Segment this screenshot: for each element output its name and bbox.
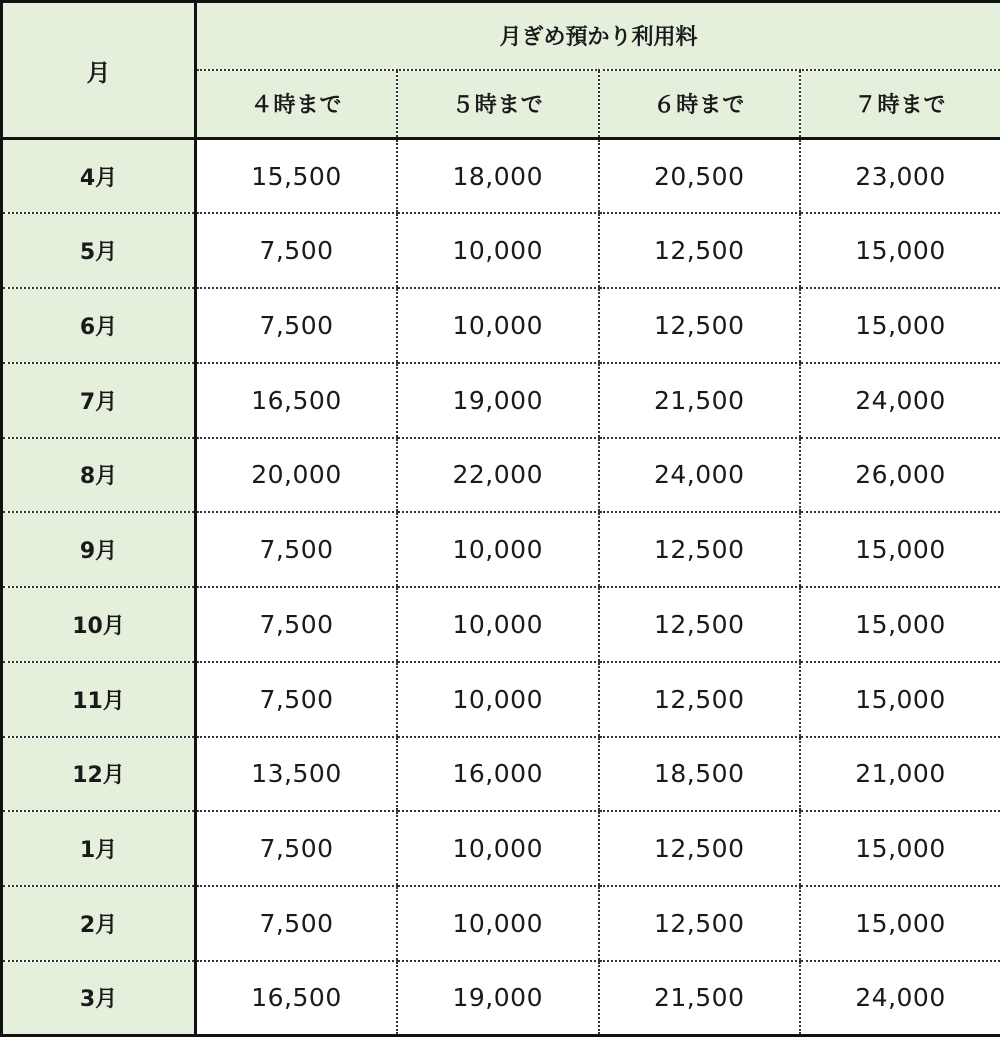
fee-cell: 19,000 — [397, 961, 599, 1036]
fee-cell: 7,500 — [196, 213, 398, 288]
fee-cell: 7,500 — [196, 886, 398, 961]
fee-cell: 12,500 — [599, 213, 801, 288]
table-row — [2, 811, 1000, 886]
table-row — [2, 737, 1000, 812]
column-header-until-7: ７時まで — [800, 70, 1000, 139]
month-cell: 12月 — [2, 737, 196, 812]
fee-cell: 16,000 — [397, 737, 599, 812]
fee-cell: 12,500 — [599, 288, 801, 363]
fee-cell: 10,000 — [397, 886, 599, 961]
fee-cell: 20,000 — [196, 438, 398, 513]
fee-cell: 10,000 — [397, 587, 599, 662]
table-row — [2, 662, 1000, 737]
month-cell: 2月 — [2, 886, 196, 961]
fee-cell: 21,500 — [599, 961, 801, 1036]
fee-table-title: 月ぎめ預かり利用料 — [196, 2, 1000, 70]
fee-cell: 15,000 — [800, 811, 1000, 886]
fee-cell: 21,000 — [800, 737, 1000, 812]
column-header-until-4: ４時まで — [196, 70, 398, 139]
fee-cell: 21,500 — [599, 363, 801, 438]
fee-cell: 10,000 — [397, 512, 599, 587]
table-row — [2, 886, 1000, 961]
month-cell: 5月 — [2, 213, 196, 288]
month-cell: 3月 — [2, 961, 196, 1036]
fee-cell: 10,000 — [397, 811, 599, 886]
fee-cell: 20,500 — [599, 139, 801, 214]
table-row — [2, 961, 1000, 1036]
month-cell: 11月 — [2, 662, 196, 737]
table-row — [2, 512, 1000, 587]
fee-cell: 26,000 — [800, 438, 1000, 513]
fee-cell: 10,000 — [397, 213, 599, 288]
fee-cell: 12,500 — [599, 587, 801, 662]
fee-cell: 18,000 — [397, 139, 599, 214]
fee-cell: 16,500 — [196, 363, 398, 438]
column-header-until-6: ６時まで — [599, 70, 801, 139]
fee-cell: 15,000 — [800, 587, 1000, 662]
fee-cell: 13,500 — [196, 737, 398, 812]
fee-cell: 24,000 — [800, 363, 1000, 438]
table-row — [2, 363, 1000, 438]
table-row — [2, 587, 1000, 662]
fee-cell: 7,500 — [196, 662, 398, 737]
fee-cell: 12,500 — [599, 886, 801, 961]
month-cell: 10月 — [2, 587, 196, 662]
fee-cell: 10,000 — [397, 662, 599, 737]
fee-cell: 7,500 — [196, 512, 398, 587]
month-cell: 8月 — [2, 438, 196, 513]
fee-cell: 15,000 — [800, 512, 1000, 587]
month-cell: 7月 — [2, 363, 196, 438]
fee-cell: 15,000 — [800, 288, 1000, 363]
fee-cell: 10,000 — [397, 288, 599, 363]
fee-cell: 12,500 — [599, 512, 801, 587]
fee-cell: 7,500 — [196, 811, 398, 886]
column-header-until-5: ５時まで — [397, 70, 599, 139]
fee-cell: 7,500 — [196, 288, 398, 363]
month-column-header: 月 — [2, 2, 196, 139]
fee-cell: 15,500 — [196, 139, 398, 214]
fee-cell: 24,000 — [599, 438, 801, 513]
fee-cell: 19,000 — [397, 363, 599, 438]
fee-cell: 24,000 — [800, 961, 1000, 1036]
fee-cell: 15,000 — [800, 213, 1000, 288]
table-row — [2, 288, 1000, 363]
fee-cell: 22,000 — [397, 438, 599, 513]
fee-cell: 16,500 — [196, 961, 398, 1036]
table-row — [2, 139, 1000, 214]
fee-cell: 7,500 — [196, 587, 398, 662]
table-row — [2, 213, 1000, 288]
fee-cell: 15,000 — [800, 886, 1000, 961]
fee-cell: 12,500 — [599, 662, 801, 737]
table-row — [2, 438, 1000, 513]
table-body — [2, 139, 1000, 1036]
fee-cell: 12,500 — [599, 811, 801, 886]
month-cell: 4月 — [2, 139, 196, 214]
table-header — [2, 2, 1000, 139]
month-cell: 9月 — [2, 512, 196, 587]
fee-cell: 18,500 — [599, 737, 801, 812]
fee-cell: 23,000 — [800, 139, 1000, 214]
month-cell: 1月 — [2, 811, 196, 886]
month-cell: 6月 — [2, 288, 196, 363]
fee-cell: 15,000 — [800, 662, 1000, 737]
